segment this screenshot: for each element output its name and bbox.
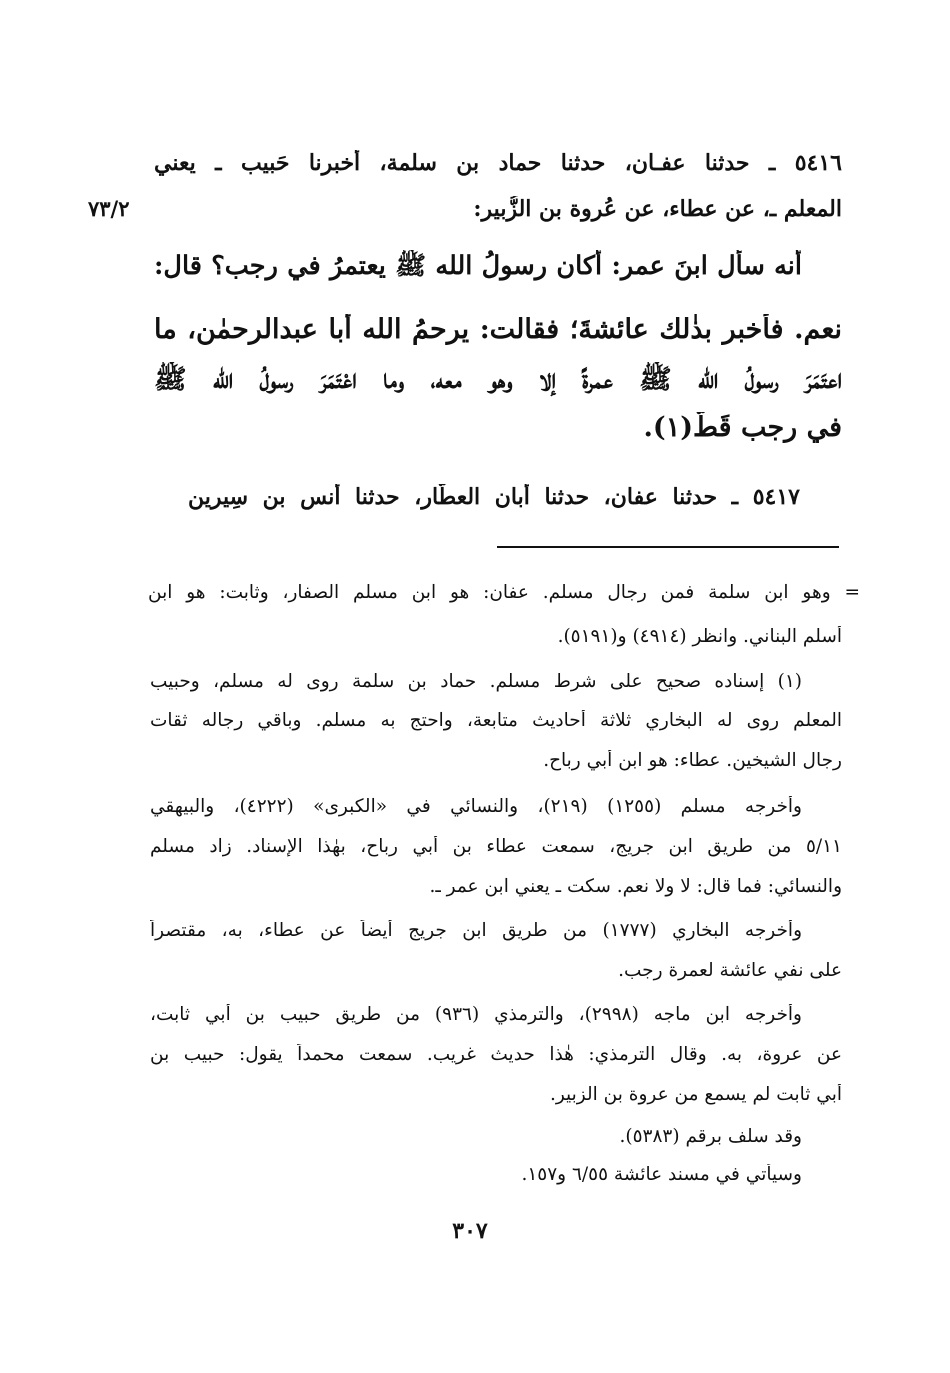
hadith-5416-matn-line-1: أنه سأل ابنَ عمر: أكان رسولُ الله ﷺ يعتمرُ في رجب؟ قال: xyxy=(154,251,802,281)
footnote-1-para-2-line-2: ٥/١١ من طريق ابن جريج، سمعت عطاء بن أبي رباح، بهٰذا الإسناد. زاد مسلم xyxy=(150,836,842,857)
footnote-1-line-1: (١) إسناده صحيح على شرط مسلم. حماد بن سلمة روى له مسلم، وحبيب xyxy=(150,671,802,692)
footnote-1-para-4-line-3: أبي ثابت لم يسمع من عروة بن الزبير. xyxy=(549,1084,842,1105)
hadith-5416-isnad-line-2: المعلم ـ، عن عطاء، عن عُروة بن الزُّبير: xyxy=(473,196,842,222)
footnote-1-para-4-line-2: عن عروة، به. وقال الترمذي: هٰذا حديث غريب. سمعت محمداً يقول: حبيب بن xyxy=(150,1044,842,1065)
footnote-1-para-5: وقد سلف برقم (٥٣٨٣). xyxy=(619,1126,802,1147)
footnote-1-para-3-line-2: على نفي عائشة لعمرة رجب. xyxy=(618,960,842,981)
footnote-1-line-2: المعلم روى له البخاري ثلاثة أحاديث متابعة، واحتج به مسلم. وباقي رجاله ثقات xyxy=(150,710,842,731)
footnote-1-para-4-line-1: وأخرجه ابن ماجه (٢٩٩٨)، والترمذي (٩٣٦) من طريق حبيب بن أبي ثابت، xyxy=(150,1004,802,1025)
hadith-5416-isnad-line-1: ٥٤١٦ ـ حدثنا عفـان، حدثنا حماد بن سلمة، أخبرنا حَبيب ـ يعني xyxy=(154,150,842,176)
hadith-5416-matn-line-2: نعم. فأُخبر بذٰلك عائشةَ؛ فقالت: يرحمُ الله أبا عبدالرحمٰن، ما xyxy=(154,314,842,345)
hadith-5417-isnad-line-1: ٥٤١٧ ـ حدثنا عفان، حدثنا أبان العطَّار، حدثنا أنس بن سِيرين xyxy=(188,484,800,510)
footnote-continuation-line-1: = وهو ابن سلمة فمن رجال مسلم. عفان: هو ابن مسلم الصفار، وثابت: هو ابن xyxy=(148,582,860,603)
hadith-5416-matn-line-3: اعتَمَرَ رسولُ الله ﷺ عمرةً إلا وهو معه، وما اعْتَمَرَ رسولُ الله ﷺ xyxy=(154,364,842,395)
footnote-1-para-2-line-1: وأخرجه مسلم (١٢٥٥) (٢١٩)، والنسائي في «الكبرى» (٤٢٢٢)، والبيهقي xyxy=(150,796,802,817)
footnote-1-para-3-line-1: وأخرجه البخاري (١٧٧٧) من طريق ابن جريج أيضاً عن عطاء، به، مقتصراً xyxy=(150,920,802,941)
page-number: ٣٠٧ xyxy=(452,1218,488,1244)
footnote-1-para-2-line-3: والنسائي: فما قال: لا ولا نعم. سكت ـ يعني ابن عمر ـ. xyxy=(429,876,842,897)
footnote-continuation-line-2: أسلم البناني. وانظر (٤٩١٤) و(٥١٩١). xyxy=(557,626,842,647)
footnote-1-line-3: رجال الشيخين. عطاء: هو ابن أبي رباح. xyxy=(543,750,842,771)
footnote-1-para-6: وسيأتي في مسند عائشة ٦/٥٥ و١٥٧. xyxy=(521,1164,802,1185)
footnote-separator-rule xyxy=(497,546,839,548)
hadith-5416-matn-line-4: في رجب قَطُّ(١). xyxy=(643,412,842,443)
margin-volume-page-reference: ٧٣/٢ xyxy=(88,196,130,221)
